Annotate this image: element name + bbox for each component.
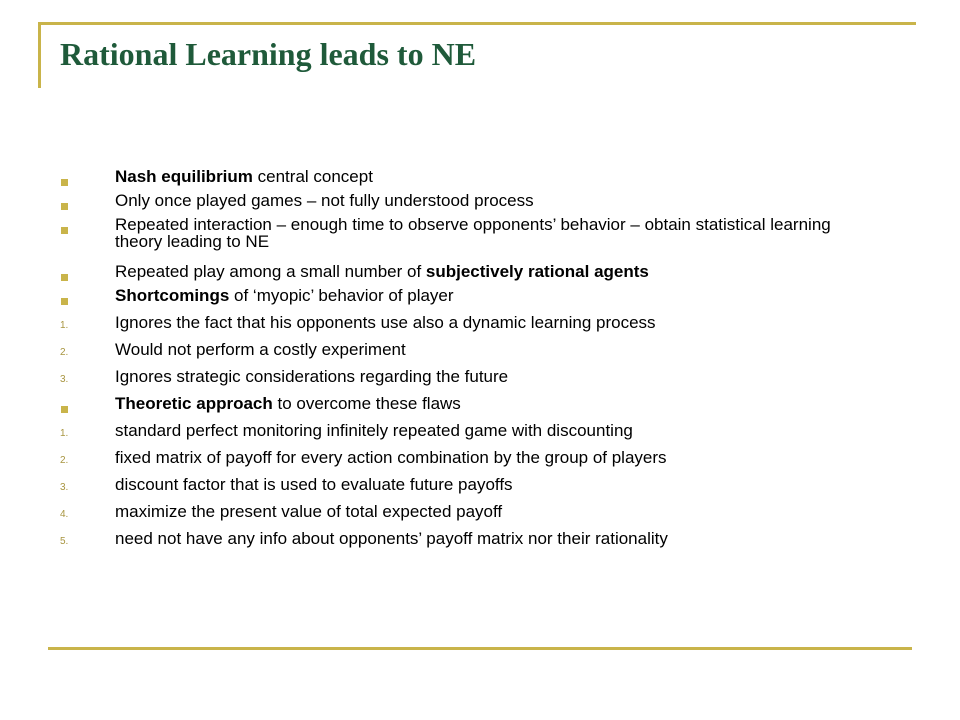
text-run: standard perfect monitoring infinitely repeated game with discounting xyxy=(115,421,633,440)
list-item-text xyxy=(115,476,860,493)
list-number-label: 5. xyxy=(60,536,69,547)
list-item-text xyxy=(115,368,860,385)
list-number-label: 1. xyxy=(60,428,69,439)
slide-title: Rational Learning leads to NE xyxy=(60,36,477,72)
list-number-label: 3. xyxy=(60,374,69,385)
list-item xyxy=(60,287,860,304)
list-item-text xyxy=(115,263,860,280)
bold-run: Nash equilibrium xyxy=(115,167,253,186)
list-item-text xyxy=(115,503,860,520)
list-item-text xyxy=(115,314,860,331)
square-bullet-icon xyxy=(61,179,68,186)
list-item-text xyxy=(115,395,860,412)
list-item xyxy=(60,216,860,250)
square-bullet-icon xyxy=(61,274,68,281)
list-item xyxy=(60,341,860,358)
list-number-label: 4. xyxy=(60,509,69,520)
list-item-text xyxy=(115,168,860,185)
list-item-text xyxy=(115,192,860,209)
list-item xyxy=(60,530,860,547)
list-number-label: 2. xyxy=(60,347,69,358)
text-run: discount factor that is used to evaluate future payoffs xyxy=(115,475,513,494)
square-bullet-icon xyxy=(61,406,68,413)
text-run: Repeated interaction – enough time to observe opponents’ behavior – obtain statistical learning theory leading to NE xyxy=(115,215,831,251)
text-run: Repeated play among a small number of xyxy=(115,262,426,281)
list-item-text xyxy=(115,449,860,466)
list-number-label: 2. xyxy=(60,455,69,466)
list-item-text xyxy=(115,422,860,439)
title-top-rule xyxy=(40,22,916,25)
list-number-label: 3. xyxy=(60,482,69,493)
bold-run: Theoretic approach xyxy=(115,394,273,413)
text-run: need not have any info about opponents’ payoff matrix nor their rationality xyxy=(115,529,668,548)
list-item xyxy=(60,314,860,331)
text-run: Only once played games – not fully understood process xyxy=(115,191,534,210)
text-run: Ignores the fact that his opponents use also a dynamic learning process xyxy=(115,313,656,332)
text-run: central concept xyxy=(252,167,373,186)
bold-run: Shortcomings xyxy=(115,286,230,305)
text-run: maximize the present value of total expected payoff xyxy=(115,502,503,521)
square-bullet-icon xyxy=(61,298,68,305)
footer-rule xyxy=(48,647,912,650)
text-run: fixed matrix of payoff for every action combination by the group of players xyxy=(115,448,667,467)
square-bullet-icon xyxy=(61,203,68,210)
list-item xyxy=(60,395,860,412)
list-item xyxy=(60,192,860,209)
list-number-label: 1. xyxy=(60,320,69,331)
text-run: Ignores strategic considerations regarding the future xyxy=(115,367,509,386)
list-item xyxy=(60,263,860,280)
list-item-text xyxy=(115,530,860,547)
list-item xyxy=(60,476,860,493)
title-left-rule xyxy=(38,22,41,88)
bold-run: subjectively rational agents xyxy=(425,262,649,281)
list-item-text xyxy=(115,287,860,304)
list-item-text xyxy=(115,216,860,250)
text-run: to overcome these flaws xyxy=(272,394,461,413)
list-item xyxy=(60,422,860,439)
list-item xyxy=(60,449,860,466)
list-item xyxy=(60,503,860,520)
text-run: Would not perform a costly experiment xyxy=(115,340,406,359)
list-item xyxy=(60,168,860,185)
square-bullet-icon xyxy=(61,227,68,234)
list-item xyxy=(60,368,860,385)
list-item-text xyxy=(115,341,860,358)
text-run: of ‘myopic’ behavior of player xyxy=(229,286,454,305)
